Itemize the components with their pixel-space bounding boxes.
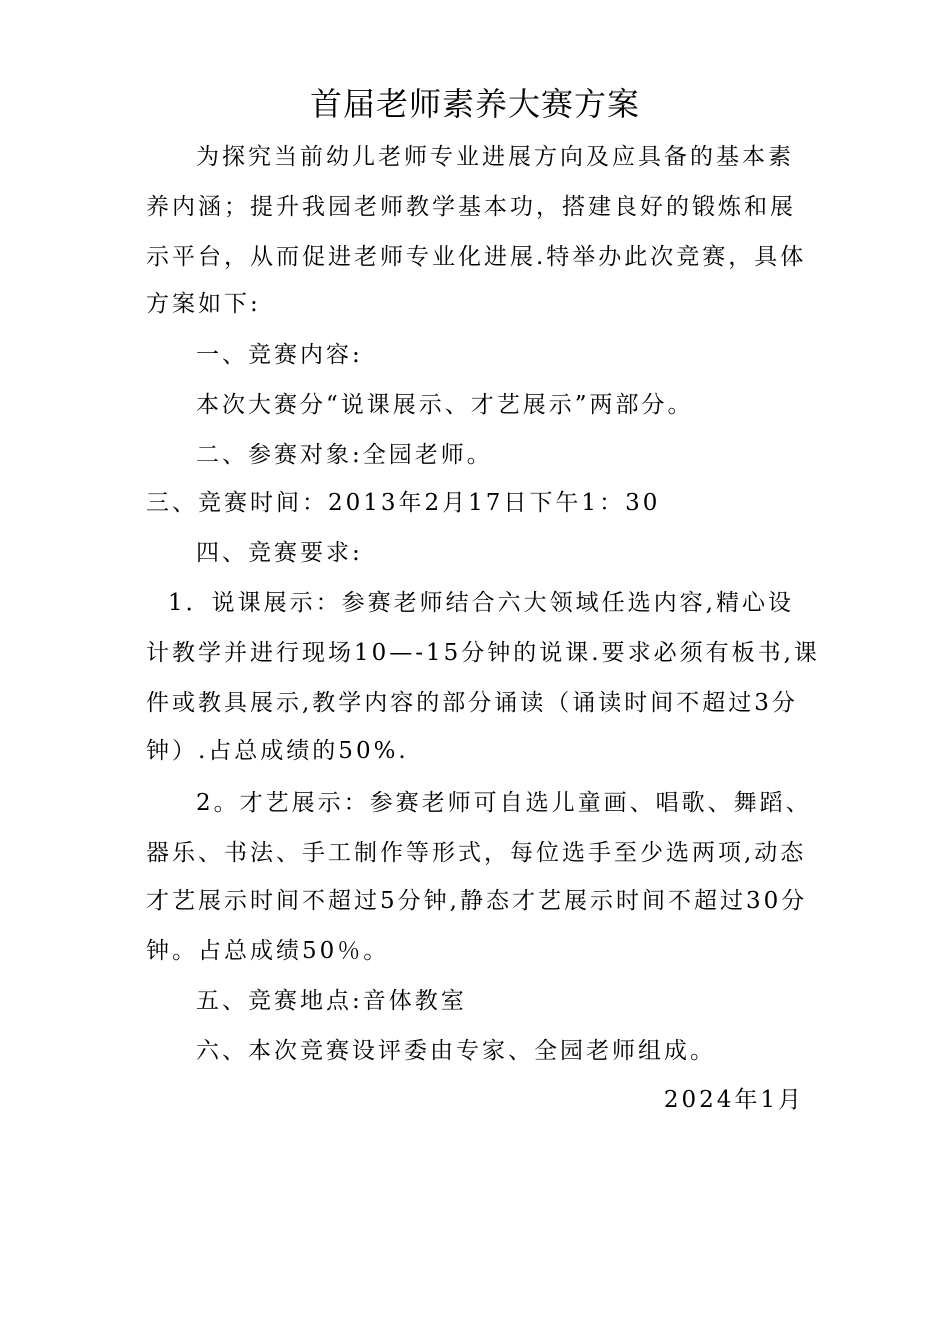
document-date: 2024年1月 <box>663 1087 804 1113</box>
intro-line-4: 方案如下: <box>146 291 261 317</box>
section-4-heading: 四、竞赛要求: <box>196 540 363 566</box>
requirement-2-line-3: 才艺展示时间不超过5分钟,静态才艺展示时间不超过30分 <box>146 888 808 914</box>
section-3: 三、竞赛时间：2013年2月17日下午1：30 <box>146 490 661 516</box>
section-1-heading: 一、竞赛内容: <box>196 342 363 368</box>
intro-line-1: 为探究当前幼儿老师专业进展方向及应具备的基本素 <box>196 144 794 170</box>
requirement-1-line-3: 件或教具展示,教学内容的部分诵读（诵读时间不超过3分 <box>146 690 798 716</box>
section-6: 六、本次竞赛设评委由专家、全园老师组成。 <box>196 1038 716 1064</box>
requirement-1-line-2: 计教学并进行现场10—-15分钟的说课.要求必须有板书,课 <box>146 640 820 666</box>
section-5: 五、竞赛地点:音体教室 <box>196 988 467 1014</box>
requirement-1-line-1: 1．说课展示：参赛老师结合六大领域任选内容,精心设 <box>168 590 794 616</box>
requirement-2-line-2: 器乐、书法、手工制作等形式，每位选手至少选两项,动态 <box>146 840 807 866</box>
requirement-2-line-4: 钟。占总成绩50％。 <box>146 938 390 964</box>
document-title: 首届老师素养大赛方案 <box>309 85 640 123</box>
requirement-2-line-1: 2。才艺展示：参赛老师可自选儿童画、唱歌、舞蹈、 <box>196 790 812 816</box>
section-2: 二、参赛对象:全园老师。 <box>196 442 493 468</box>
intro-line-3: 示平台，从而促进老师专业化进展.特举办此次竞赛，具体 <box>146 244 807 270</box>
requirement-1-line-4: 钟）.占总成绩的50%. <box>146 738 409 764</box>
intro-line-2: 养内涵；提升我园老师教学基本功，搭建良好的锻炼和展 <box>146 194 796 220</box>
section-1-body: 本次大赛分“说课展示、才艺展示”两部分。 <box>196 392 694 418</box>
